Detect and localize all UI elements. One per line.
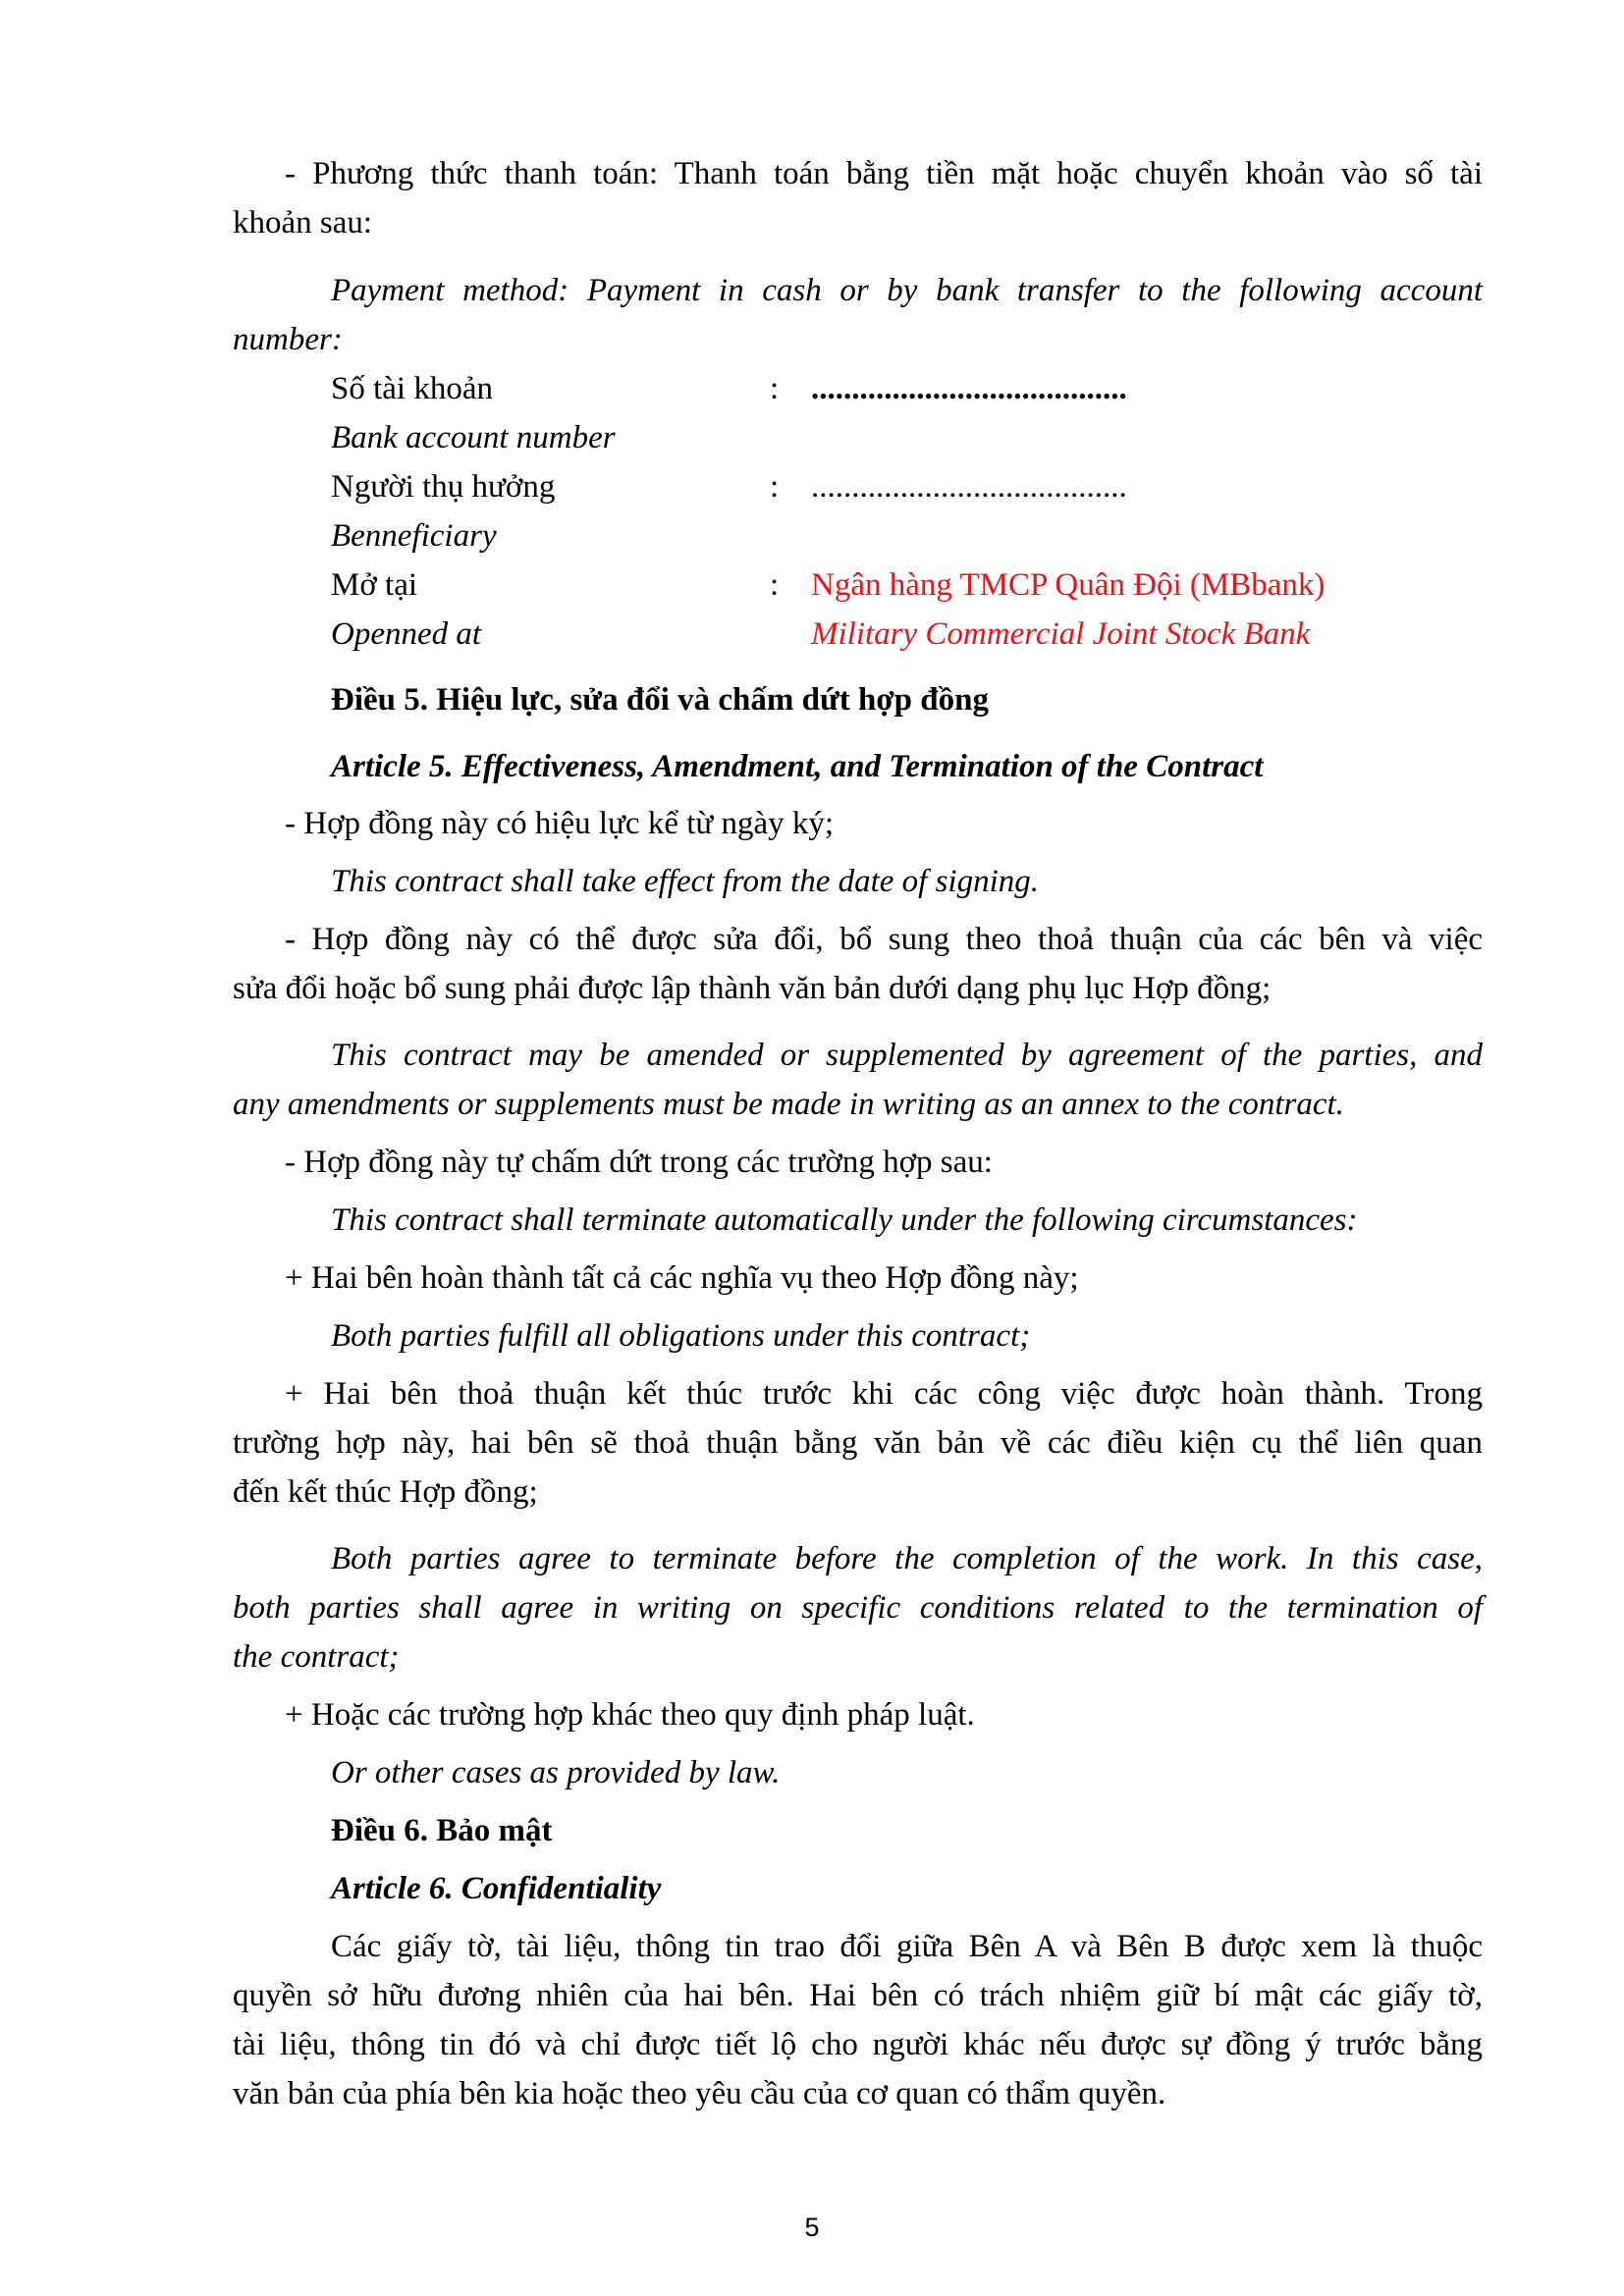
- article5-p3-en: This contract shall terminate automatically under the following circumstances:: [331, 1202, 1358, 1238]
- article5-title-en: Article 5. Effectiveness, Amendment, and Termination of the Contract: [331, 749, 1264, 784]
- account-number-label-en: Bank account number: [331, 420, 616, 455]
- article5-p2-en-cont: any amendments or supplements must be made in writing as an annex to the contract.: [233, 1087, 1344, 1122]
- article5-case1-en: Both parties fulfill all obligations under this contract;: [331, 1318, 1031, 1354]
- article6-paragraph-line4: văn bản của phía bên kia hoặc theo yêu cầu của cơ quan có thẩm quyền.: [233, 2076, 1166, 2111]
- payment-method-en-cont: number:: [233, 322, 343, 357]
- beneficiary-label-en: Benneficiary: [331, 518, 497, 554]
- article5-p2-vi: - Hợp đồng này có thể được sửa đổi, bổ sung theo thoả thuận của các bên và việc: [285, 922, 1483, 957]
- article6-paragraph-line2: quyền sở hữu đương nhiên của hai bên. Hai bên có trách nhiệm giữ bí mật các giấy tờ,: [233, 1978, 1483, 2013]
- article5-case2-vi-end: đến kết thúc Hợp đồng;: [233, 1474, 538, 1510]
- page-number: 5: [804, 2213, 820, 2242]
- beneficiary-value: .......................................: [811, 469, 1127, 505]
- article5-title-vi: Điều 5. Hiệu lực, sửa đổi và chấm dứt hợp đồng: [331, 682, 989, 718]
- bank-name-en: Military Commercial Joint Stock Bank: [811, 616, 1311, 652]
- article5-case2-en: Both parties agree to terminate before the completion of the work. In this case,: [331, 1541, 1483, 1576]
- article5-p1-en: This contract shall take effect from the date of signing.: [331, 864, 1040, 899]
- opened-at-label-en: Openned at: [331, 616, 482, 652]
- article5-case3-en: Or other cases as provided by law.: [331, 1755, 781, 1790]
- article5-case2-vi-cont: trường hợp này, hai bên sẽ thoả thuận bằng văn bản về các điều kiện cụ thể liên quan: [233, 1425, 1483, 1461]
- article5-p2-en: This contract may be amended or supplemented by agreement of the parties, and: [331, 1038, 1483, 1073]
- article5-p2-vi-cont: sửa đổi hoặc bổ sung phải được lập thành văn bản dưới dạng phụ lục Hợp đồng;: [233, 971, 1272, 1006]
- article5-case2-en-cont: both parties shall agree in writing on specific conditions related to the termination of: [233, 1590, 1483, 1626]
- article6-paragraph-line1: Các giấy tờ, tài liệu, thông tin trao đổi giữa Bên A và Bên B được xem là thuộc: [331, 1929, 1483, 1964]
- article5-p3-vi: - Hợp đồng này tự chấm dứt trong các trường hợp sau:: [285, 1145, 993, 1180]
- article5-case1-vi: + Hai bên hoàn thành tất cả các nghĩa vụ theo Hợp đồng này;: [285, 1260, 1079, 1296]
- article5-case3-vi: + Hoặc các trường hợp khác theo quy định pháp luật.: [285, 1697, 975, 1733]
- opened-at-colon: :: [770, 567, 780, 603]
- opened-at-label: Mở tại: [331, 567, 418, 603]
- payment-method-vi: - Phương thức thanh toán: Thanh toán bằng tiền mặt hoặc chuyển khoản vào số tài: [285, 156, 1483, 191]
- beneficiary-label: Người thụ hưởng: [331, 469, 556, 505]
- account-number-colon: :: [770, 371, 780, 406]
- account-number-label: Số tài khoản: [331, 371, 493, 406]
- bank-name-vi: Ngân hàng TMCP Quân Đội (MBbank): [811, 567, 1326, 603]
- payment-method-vi-cont: khoản sau:: [233, 205, 373, 240]
- payment-method-en: Payment method: Payment in cash or by bank transfer to the following account: [331, 273, 1483, 308]
- article5-case2-en-end: the contract;: [233, 1639, 400, 1675]
- article5-case2-vi: + Hai bên thoả thuận kết thúc trước khi các công việc được hoàn thành. Trong: [285, 1376, 1483, 1412]
- article6-paragraph-line3: tài liệu, thông tin đó và chỉ được tiết lộ cho người khác nếu được sự đồng ý trước bằng: [233, 2027, 1483, 2062]
- account-number-value: .......................................: [811, 371, 1127, 406]
- article6-title-vi: Điều 6. Bảo mật: [331, 1813, 553, 1848]
- beneficiary-colon: :: [770, 469, 780, 505]
- article6-title-en: Article 6. Confidentiality: [331, 1871, 662, 1906]
- article5-p1-vi: - Hợp đồng này có hiệu lực kể từ ngày ký;: [285, 806, 835, 841]
